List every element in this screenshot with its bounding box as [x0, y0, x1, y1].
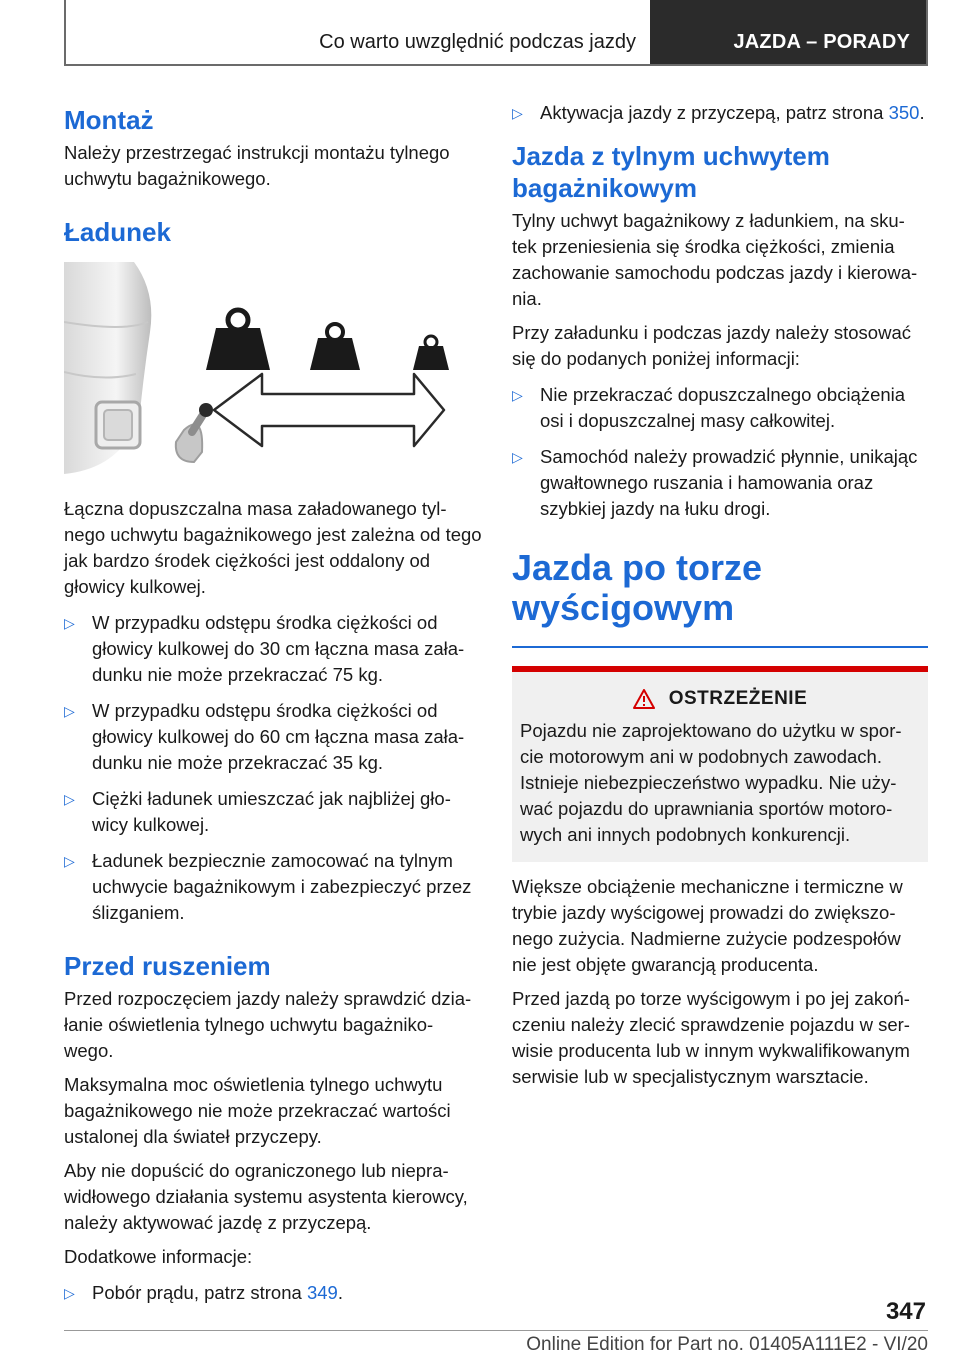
page-link-349[interactable]: 349 [306, 1282, 338, 1303]
page-link-350[interactable]: 350 [888, 102, 920, 123]
footer-rule [64, 1330, 928, 1331]
tylny-paragraph-1: Tylny uchwyt bagażnikowy z ładunkiem, na sku-tek przeniesienia się środka ciężkości, zmienia zachowanie samochodu podczas jazdy i kierowa-nia. [512, 210, 918, 309]
montaz-text: Należy przestrzegać instrukcji montażu tylnego uchwytu bagażnikowego. [64, 142, 450, 189]
header-title: Co warto uwzględnić podczas jazdy [319, 31, 636, 53]
bullet-arrow-icon: ▷ [512, 105, 523, 121]
warning-box [512, 672, 928, 862]
przed-paragraph-4: Dodatkowe informacje: [64, 1246, 253, 1267]
warning-header [520, 688, 920, 710]
przed-paragraph-1: Przed rozpoczęciem jazdy należy sprawdzić dzia-łanie oświetlenia tylnego uchwytu bagażniko-wego. [64, 988, 472, 1061]
warning-triangle-icon [633, 689, 655, 709]
list-item: ▷ Pobór prądu, patrz strona 349. [64, 1280, 482, 1306]
left-column [64, 100, 482, 1306]
tor-paragraph-1: Większe obciążenie mechaniczne i termiczne w trybie jazdy wyścigowej prowadzi do zwiększo-nego zużycia. Nadmierne zużycie podzespołów nie jest objęte gwarancją producenta. [512, 876, 903, 975]
tylny-list [512, 382, 928, 522]
hitch-load-distance-illustration-icon [64, 262, 482, 488]
bullet-arrow-icon: ▷ [64, 791, 75, 807]
page-number: 347 [885, 1298, 926, 1325]
list-item: ▷ Ładunek bezpiecznie zamocować na tylnym uchwycie bagażnikowym i zabezpieczyć przez ślizganiem. [64, 850, 472, 923]
tor-heading: Jazda po torze wyścigowym [512, 547, 763, 628]
tylny-paragraph-2: Przy załadunku i podczas jazdy należy stosować się do podanych poniżej informacji: [512, 322, 911, 369]
przed-paragraph-2: Maksymalna moc oświetlenia tylnego uchwytu bagażnikowego nie może przekraczać wartości ustalonej dla świateł przyczepy. [64, 1074, 451, 1147]
przed-paragraph-3: Aby nie dopuścić do ograniczonego lub niepra-widłowego działania systemu asystenta kierowcy, należy aktywować jazdę z przyczepą. [64, 1160, 468, 1233]
list-item: ▷ W przypadku odstępu środka ciężkości od głowicy kulkowej do 60 cm łączna masa zała-dunku nie może przekraczać 35 kg. [64, 700, 465, 773]
ladunek-list [64, 610, 482, 926]
list-item: ▷ Aktywacja jazdy z przyczepą, patrz strona 350. [512, 100, 928, 126]
bullet-arrow-icon: ▷ [64, 615, 75, 631]
przed-list [64, 1280, 482, 1306]
warning-text: Pojazdu nie zaprojektowano do użytku w spor-cie motorowym ani w podobnych zawodach. Istnieje niebezpieczeństwo wypadku. Nie uży-wać pojazdu do uprawniania sportów motoro-wych ani innych podobnych konkurencji. [520, 720, 902, 845]
top-list [512, 100, 928, 126]
tor-paragraph-2: Przed jazdą po torze wyścigowym i po jej zakoń-czeniu należy zlecić sprawdzenie pojazdu w ser-wisie producenta lub w innym wykwalifikowanym serwisie lub w specjalistycznym warsztacie. [512, 988, 910, 1087]
hitch-load-illustration [64, 262, 482, 488]
list-item: ▷ Ciężki ładunek umieszczać jak najbliżej gło-wicy kulkowej. [64, 788, 451, 835]
right-column [512, 100, 928, 1090]
header-section-label: JAZDA – PORADY [650, 0, 926, 64]
bullet-arrow-icon: ▷ [512, 387, 523, 403]
tylny-heading: Jazda z tylnym uchwytem bagażnikowym [512, 141, 830, 203]
ladunek-heading: Ładunek [64, 217, 171, 247]
bullet-arrow-icon: ▷ [512, 449, 523, 465]
list-item: ▷ Nie przekraczać dopuszczalnego obciążenia osi i dopuszczalnej masy całkowitej. [512, 384, 906, 431]
montaz-heading: Montaż [64, 105, 154, 135]
bullet-arrow-icon: ▷ [64, 853, 75, 869]
heading-rule [512, 646, 928, 648]
list-item: ▷ W przypadku odstępu środka ciężkości od głowicy kulkowej do 30 cm łączna masa zała-dunku nie może przekraczać 75 kg. [64, 612, 465, 685]
przed-heading: Przed ruszeniem [64, 951, 271, 981]
warning-title: OSTRZEŻENIE [668, 688, 808, 709]
bullet-arrow-icon: ▷ [64, 1285, 75, 1301]
bullet-arrow-icon: ▷ [64, 703, 75, 719]
ladunek-text: Łączna dopuszczalna masa załadowanego tyl-nego uchwytu bagażnikowego jest zależna od tego jak bardzo środek ciężkości jest oddalony od głowicy kulkowej. [64, 498, 482, 597]
list-item: ▷ Samochód należy prowadzić płynnie, unikając gwałtownego ruszania i hamowania oraz szybkiej jazdy na łuku drogi. [512, 446, 918, 519]
footer-edition: Online Edition for Part no. 01405A111E2 - VI/20 [526, 1334, 928, 1355]
